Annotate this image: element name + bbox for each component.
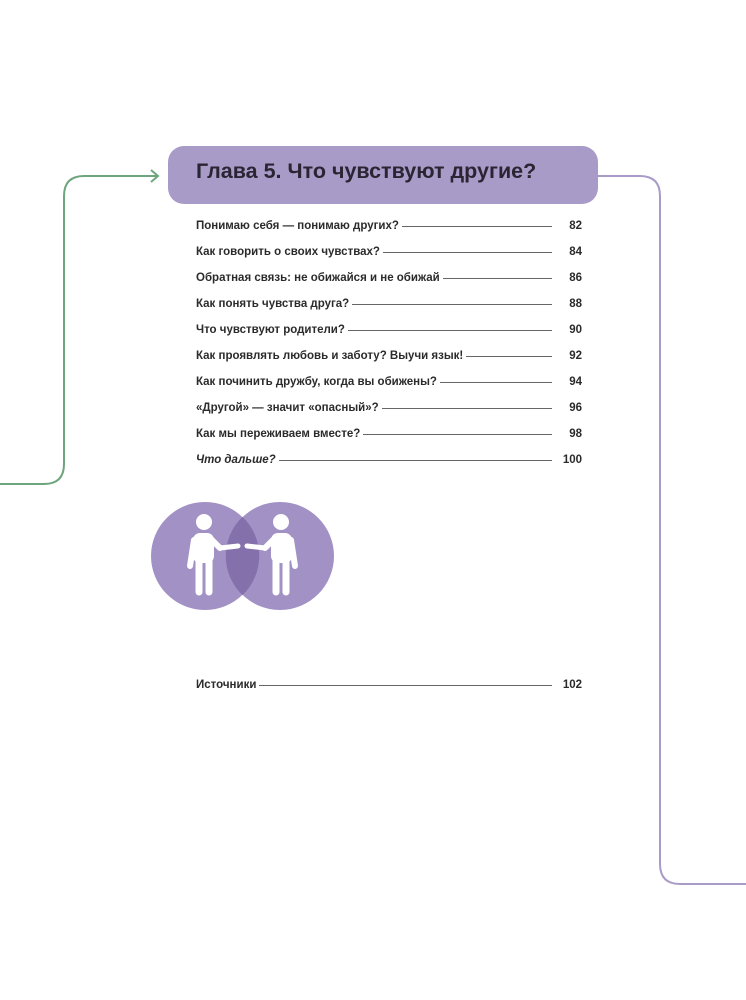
toc-entry[interactable]	[196, 350, 582, 376]
toc-entry-title: Понимаю себя — понимаю других?	[196, 220, 399, 232]
toc-entry-title: Что чувствуют родители?	[196, 324, 345, 336]
toc-entry-title: Как понять чувства друга?	[196, 298, 350, 310]
toc-leader	[382, 408, 552, 409]
toc-entry-title: Как мы переживаем вместе?	[196, 428, 361, 440]
chapter-toc	[196, 220, 582, 480]
toc-entry-page: 100	[562, 454, 582, 466]
toc-entry-page: 84	[569, 246, 582, 258]
toc-entry-title: Как проявлять любовь и заботу? Выучи язык!	[196, 350, 464, 362]
toc-entry[interactable]	[196, 428, 582, 454]
toc-leader	[348, 330, 552, 331]
toc-entry[interactable]	[196, 298, 582, 324]
toc-entry-page: 98	[569, 428, 582, 440]
green-connector-line	[0, 176, 158, 484]
toc-entry-page: 82	[569, 220, 582, 232]
toc-entry[interactable]	[196, 454, 582, 480]
toc-entry-page: 94	[569, 376, 582, 388]
toc-entry-page: 90	[569, 324, 582, 336]
toc-entry-page: 88	[569, 298, 582, 310]
toc-entry-title: Как починить дружбу, когда вы обижены?	[196, 376, 437, 388]
toc-entry-sources[interactable]	[196, 679, 582, 705]
toc-entry-title: Что дальше?	[196, 454, 276, 466]
toc-leader	[443, 278, 552, 279]
sources-title: Источники	[196, 679, 257, 691]
toc-leader	[383, 252, 552, 253]
toc-entry[interactable]	[196, 376, 582, 402]
toc-leader	[466, 356, 552, 357]
sources-page: 102	[562, 679, 582, 691]
toc-entry-title: Обратная связь: не обижайся и не обижай	[196, 272, 440, 284]
toc-entry-page: 92	[569, 350, 582, 362]
two-people-handshake-icon	[151, 502, 334, 610]
toc-leader	[259, 685, 552, 686]
sources-toc	[196, 679, 582, 705]
toc-leader	[352, 304, 552, 305]
toc-leader	[440, 382, 552, 383]
toc-entry[interactable]	[196, 220, 582, 246]
purple-connector-line	[598, 176, 746, 884]
toc-entry[interactable]	[196, 324, 582, 350]
toc-entry-page: 86	[569, 272, 582, 284]
toc-entry[interactable]	[196, 272, 582, 298]
toc-entry-page: 96	[569, 402, 582, 414]
toc-entry[interactable]	[196, 246, 582, 272]
toc-leader	[279, 460, 552, 461]
toc-leader	[402, 226, 552, 227]
toc-entry-title: «Другой» — значит «опасный»?	[196, 402, 379, 414]
chapter-banner	[168, 146, 598, 204]
toc-entry[interactable]	[196, 402, 582, 428]
chapter-title: Глава 5. Что чувствуют другие?	[196, 159, 537, 183]
toc-leader	[363, 434, 552, 435]
toc-entry-title: Как говорить о своих чувствах?	[196, 246, 380, 258]
